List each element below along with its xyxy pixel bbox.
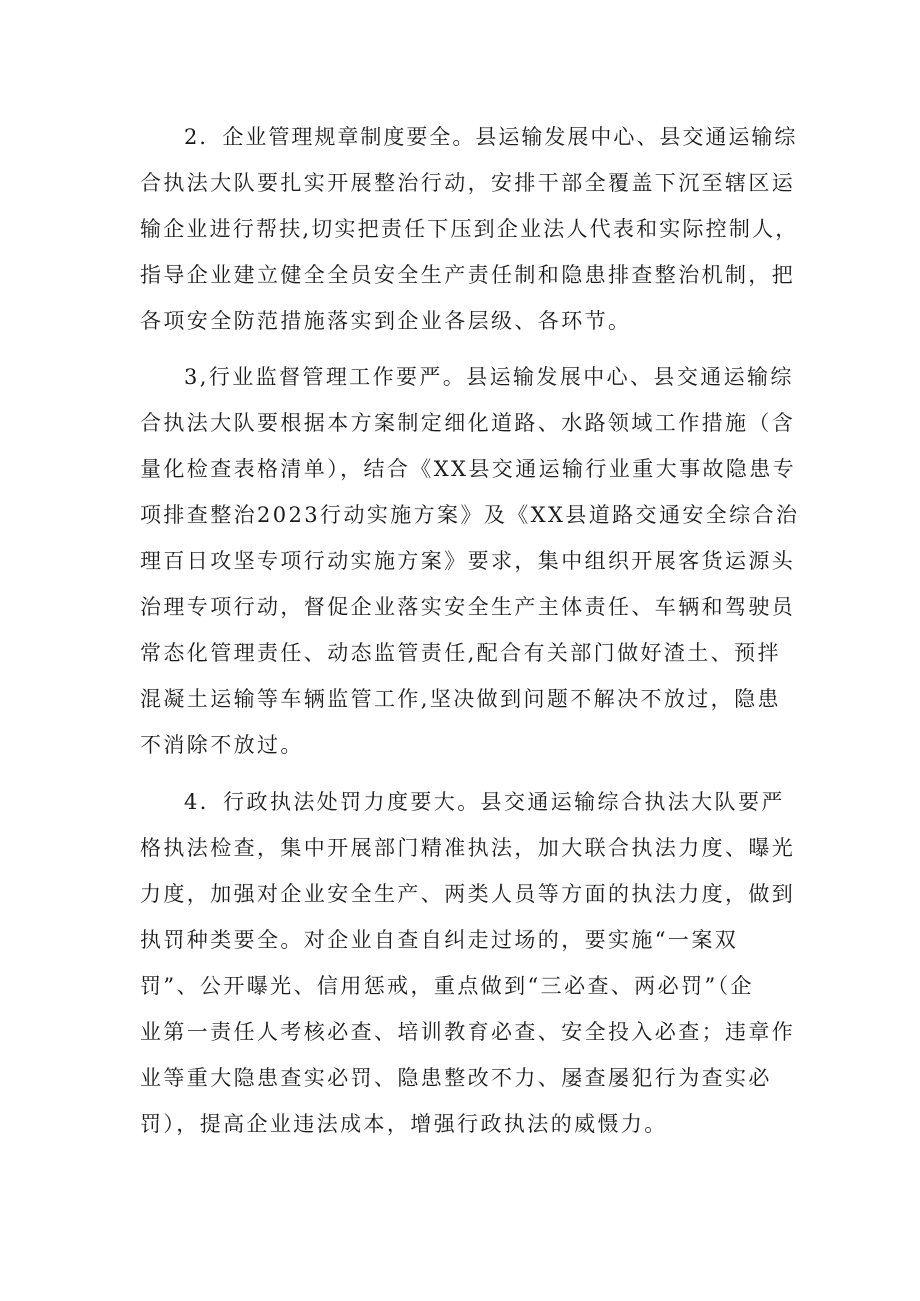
paragraph-3-industry-supervision: [140, 354, 800, 768]
text-line: 2．企业管理规章制度要全。县运输发展中心、县交通运输综: [184, 125, 798, 149]
text-line: 治理专项行动，督促企业落实安全生产主体责任、车辆和驾驶员: [140, 595, 796, 619]
text-line: 不消除不放过。: [140, 733, 304, 757]
text-line: 理百日攻坚专项行动实施方案》要求，集中组织开展客货运源头: [140, 549, 796, 573]
text-line: 业第一责任人考核必查、培训教育必查、安全投入必查；违章作: [140, 1020, 796, 1044]
text-line: 4．行政执法处罚力度要大。县交通运输综合执法大队要严: [184, 790, 785, 814]
text-line: 各项安全防范措施落实到企业各层级、各环节。: [140, 309, 632, 333]
text-line: 混凝土运输等车辆监管工作,坚决做到问题不解决不放过，隐患: [140, 687, 781, 711]
text-line: 罚），提高企业违法成本，增强行政执法的威慑力。: [140, 1112, 668, 1136]
text-line: 力度，加强对企业安全生产、两类人员等方面的执法力度，做到: [140, 882, 796, 906]
text-line: 合执法大队要根据本方案制定细化道路、水路领域工作措施（含: [140, 411, 796, 435]
text-line: 输企业进行帮扶,切实把责任下压到企业法人代表和实际控制人，: [140, 217, 799, 241]
text-line: 常态化管理责任、动态监管责任,配合有关部门做好渣土、预拌: [140, 641, 781, 665]
text-line: 3,行业监督管理工作要严。县运输发展中心、县交通运输综: [184, 365, 794, 389]
paragraph-2-enterprise-rules: [140, 114, 800, 344]
text-line: 业等重大隐患查实必罚、隐患整改不力、屡查屡犯行为查实必: [140, 1066, 772, 1090]
text-line: 项排查整治2023行动实施方案》及《XX县道路交通安全综合治: [140, 503, 800, 527]
text-line: 格执法检查，集中开展部门精准执法，加大联合执法力度、曝光: [140, 836, 796, 860]
text-line: 指导企业建立健全全员安全生产责任制和隐患排查整治机制，把: [140, 263, 796, 287]
text-line: 执罚种类要全。对企业自查自纠走过场的，要实施“一案双: [140, 928, 739, 952]
text-line: 量化检查表格清单），结合《XX县交通运输行业重大事故隐患专: [140, 457, 796, 481]
text-line: 合执法大队要扎实开展整治行动，安排干部全覆盖下沉至辖区运: [140, 171, 796, 195]
text-line: 罚”、公开曝光、信用惩戒，重点做到“三必查、两必罚”（企: [140, 974, 754, 998]
paragraph-4-law-enforcement: [140, 779, 800, 1147]
